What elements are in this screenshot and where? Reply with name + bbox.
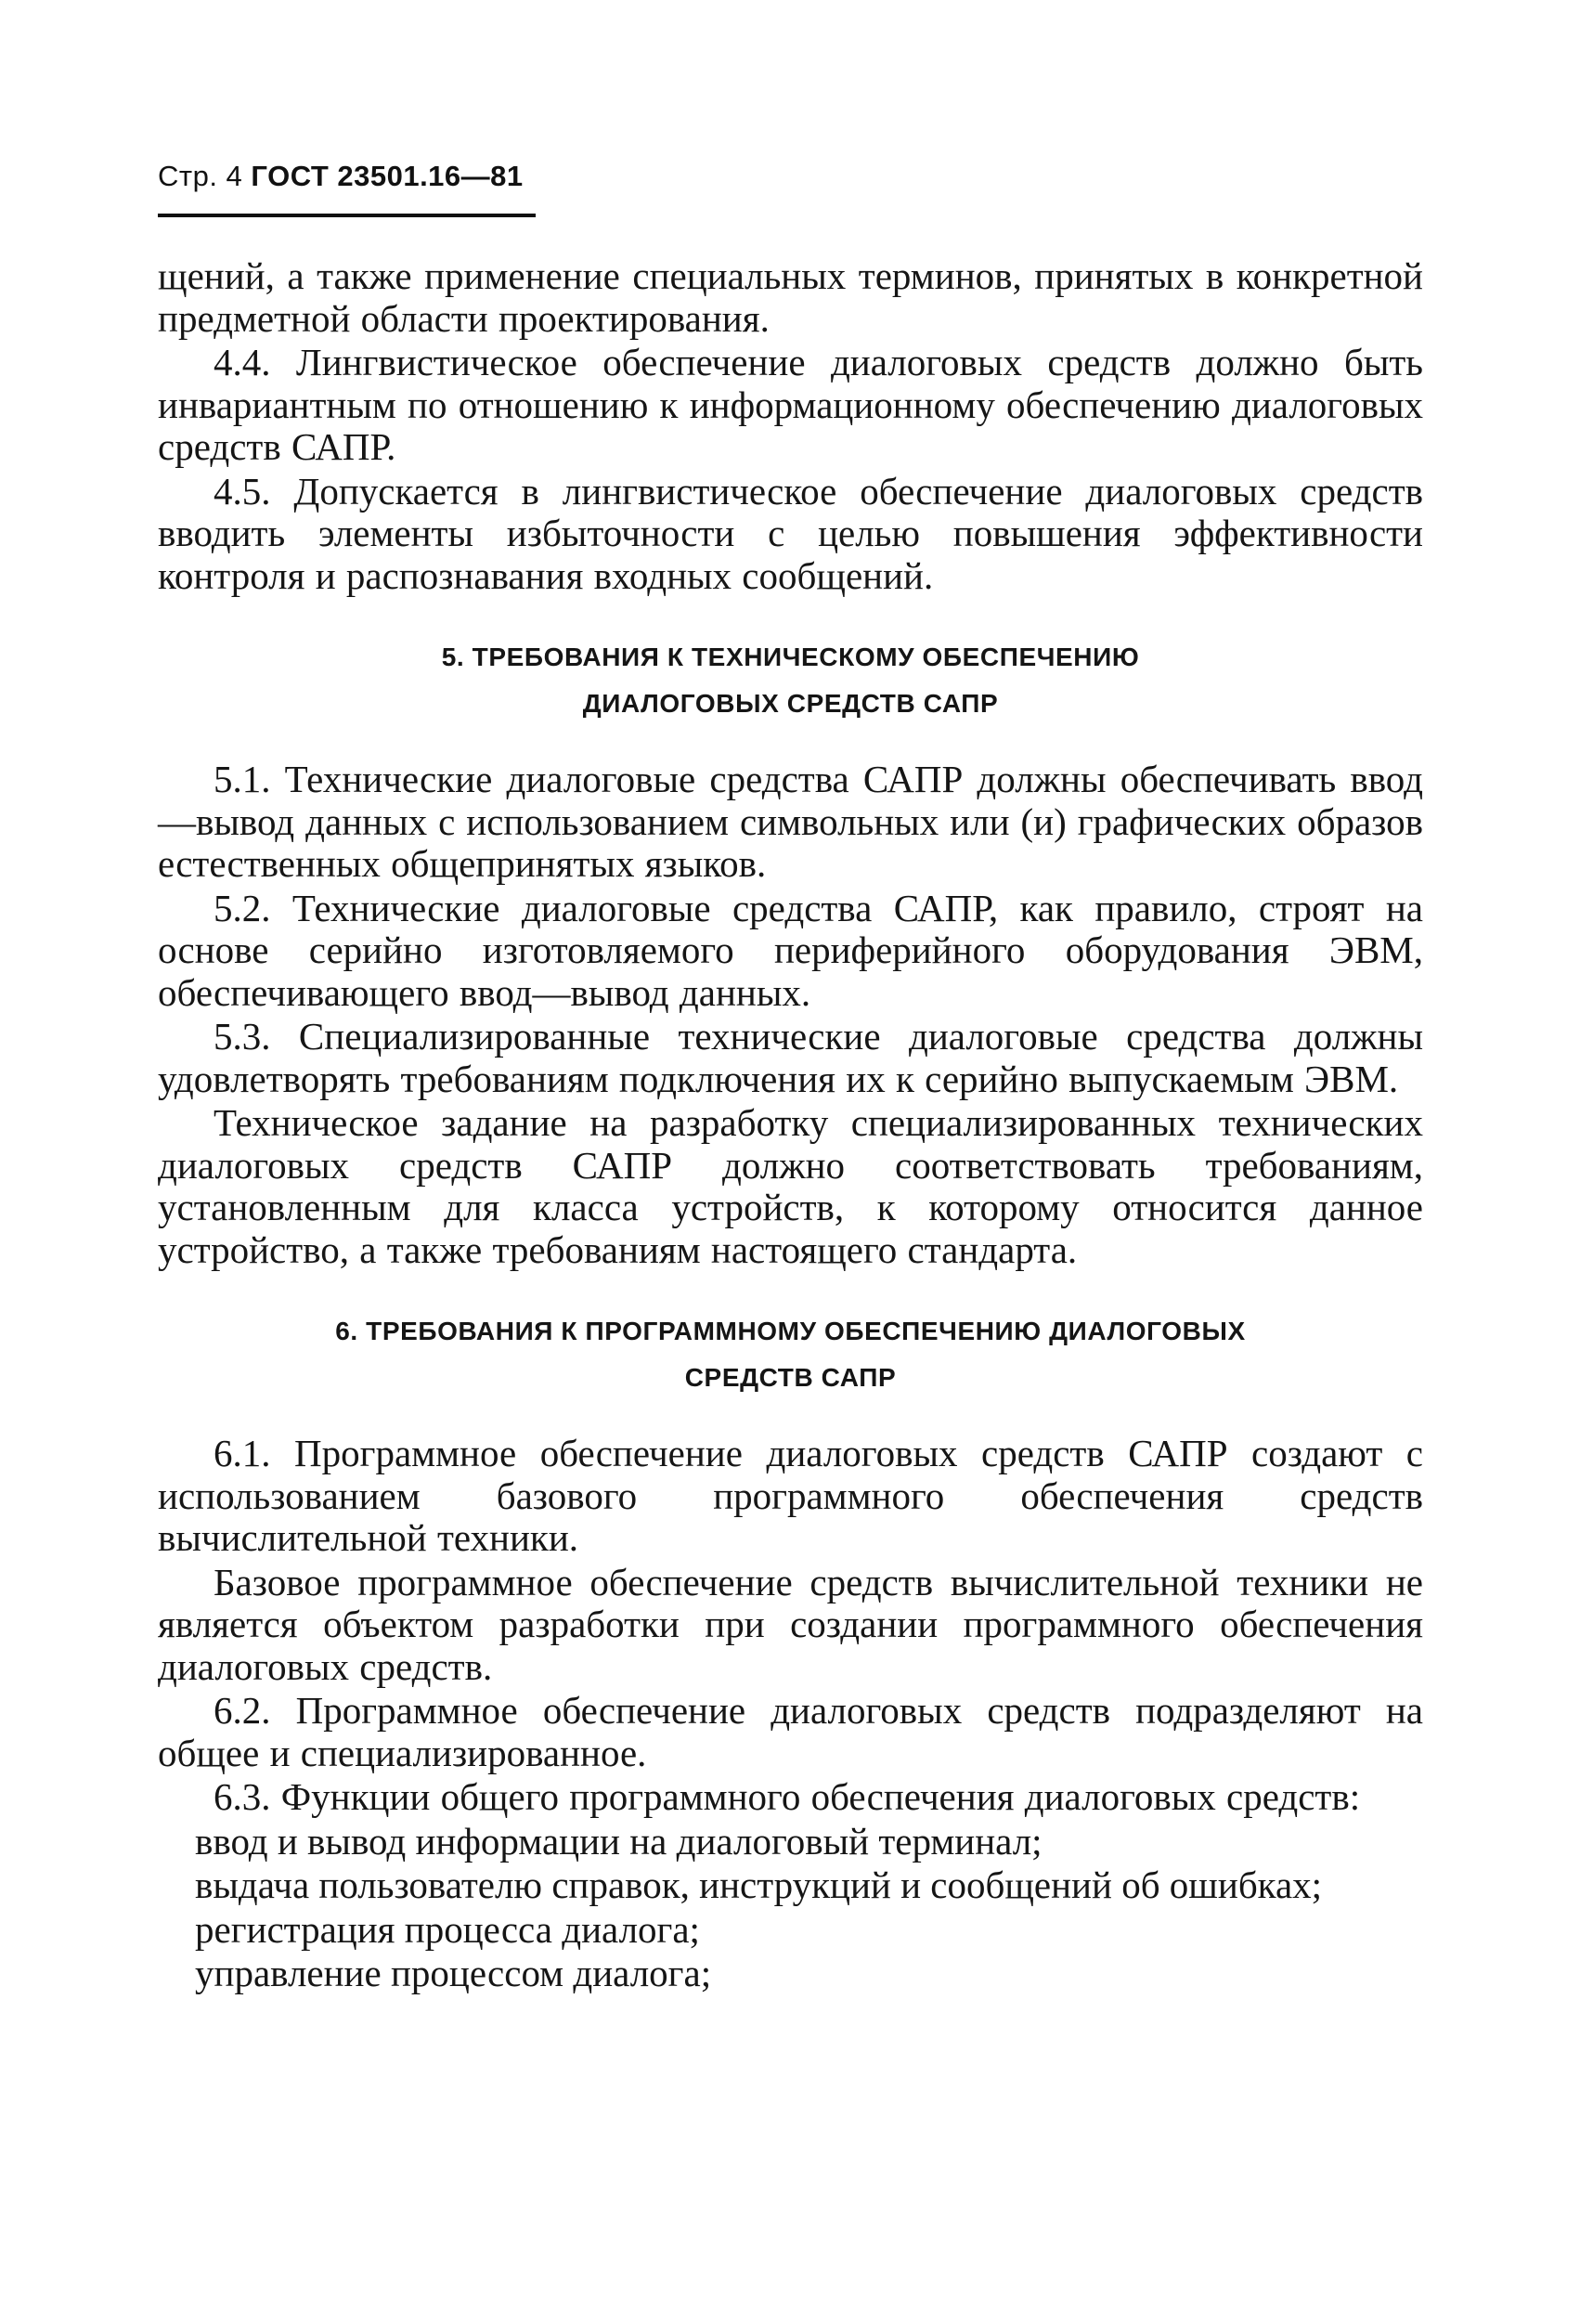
section-5-title bbox=[158, 634, 1423, 727]
paragraph-6-1: 6.1. Программное обеспечение диалоговых средств САПР создают с использованием базового программного обеспечения средств вычислительной техники. bbox=[158, 1432, 1423, 1559]
section-5-title-line1: 5. ТРЕБОВАНИЯ К ТЕХНИЧЕСКОМУ ОБЕСПЕЧЕНИЮ bbox=[441, 643, 1140, 671]
section-6-title-line1: 6. ТРЕБОВАНИЯ К ПРОГРАММНОМУ ОБЕСПЕЧЕНИЮ ДИАЛОГОВЫХ bbox=[335, 1317, 1246, 1345]
paragraph-4-4: 4.4. Лингвистическое обеспечение диалоговых средств должно быть инвариантным по отношению к информационному обеспечению диалоговых средств САПР. bbox=[158, 341, 1423, 468]
paragraph-6-3: 6.3. Функции общего программного обеспечения диалоговых средств: bbox=[214, 1775, 1361, 1818]
list-item: регистрация процесса диалога; bbox=[195, 1907, 700, 1951]
section-6-title-line2: СРЕДСТВ САПР bbox=[684, 1363, 897, 1392]
page-number: Стр. 4 bbox=[158, 160, 243, 192]
list-item: выдача пользователю справок, инструкций и сообщений об ошибках; bbox=[195, 1863, 1323, 1906]
paragraph-5-3-continuation: Техническое задание на разработку специализированных технических диалоговых средств САПР должно соответствовать требованиям, установленным для класса устройств, к которому относится данное устройство, а также требованиям настоящего стандарта. bbox=[158, 1101, 1423, 1271]
page-header bbox=[158, 160, 524, 193]
paragraph-5-1: 5.1. Технические диалоговые средства САПР должны обеспечивать ввод—вывод данных с использованием символьных или (и) графических образов естественных общепринятых языков. bbox=[158, 758, 1423, 885]
paragraph-4-5: 4.5. Допускается в лингвистическое обеспечение диалоговых средств вводить элементы избыточности с целью повышения эффективности контроля и распознавания входных сообщений. bbox=[158, 469, 1423, 597]
paragraph-6-2: 6.2. Программное обеспечение диалоговых средств подразделяют на общее и специализированное. bbox=[158, 1689, 1423, 1774]
paragraph-continuation: щений, а также применение специальных терминов, принятых в конкретной предметной области проектирования. bbox=[158, 254, 1423, 340]
list-item: управление процессом диалога; bbox=[195, 1952, 712, 1994]
document-body bbox=[158, 255, 1423, 1997]
paragraph-6-1-continuation: Базовое программное обеспечение средств вычислительной техники не является объектом разработки при создании программного обеспечения диалоговых средств. bbox=[158, 1560, 1423, 1688]
section-5-title-line2: ДИАЛОГОВЫХ СРЕДСТВ САПР bbox=[582, 689, 999, 718]
paragraph-5-2: 5.2. Технические диалоговые средства САПР, как правило, строят на основе серийно изготовляемого периферийного оборудования ЭВМ, обеспечивающего ввод—вывод данных. bbox=[158, 886, 1423, 1014]
standard-number: ГОСТ 23501.16—81 bbox=[251, 160, 524, 192]
header-rule bbox=[158, 214, 536, 217]
paragraph-5-3: 5.3. Специализированные технические диалоговые средства должны удовлетворять требованиям подключения их к серийно выпускаемым ЭВМ. bbox=[158, 1015, 1423, 1100]
list-item: ввод и вывод информации на диалоговый терминал; bbox=[195, 1819, 1043, 1863]
section-6-title bbox=[158, 1308, 1423, 1401]
